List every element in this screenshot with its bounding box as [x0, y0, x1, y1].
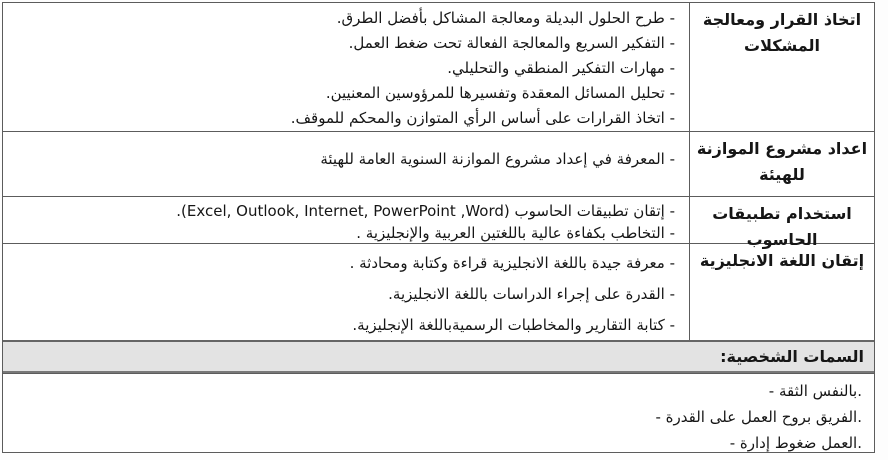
- row-header: إتقان اللغة الانجليزية: [689, 244, 874, 340]
- requirements-rows: [3, 3, 874, 342]
- personal-traits-section: [3, 373, 874, 456]
- requirement-item: - التخاطب بكفاءة عالية باللغتين العربية والإنجليزية .: [356, 224, 675, 242]
- row-items: [3, 197, 689, 243]
- trait-word: القدرة: [665, 408, 705, 426]
- row-items: [3, 132, 689, 196]
- requirement-item: - اتخاذ القرارات على أساس الرأي المتوازن والمحكم للموقف.: [290, 109, 675, 127]
- trait-word: العمل: [740, 408, 777, 426]
- trait-item: - إدارة ضغوط العمل.: [729, 434, 862, 452]
- requirements-table: [2, 2, 875, 453]
- trait-word: بروح: [781, 408, 812, 426]
- row-header: اتخاذ القرار ومعالجة المشكلات: [689, 3, 874, 131]
- requirement-item: - معرفة جيدة باللغة الانجليزية قراءة وكتابة ومحادثة .: [349, 254, 675, 272]
- requirement-item: - المعرفة في إعداد مشروع الموازنة السنوية العامة للهيئة: [320, 150, 675, 168]
- section-header-label: السمات الشخصية:: [720, 347, 864, 366]
- row-header: استخدام تطبيقات الحاسوب: [689, 197, 874, 243]
- trait-word: الفريق: [815, 408, 858, 426]
- requirement-row: [3, 244, 874, 342]
- trait-word: العمل: [821, 434, 858, 452]
- requirement-item: - التفكير السريع والمعالجة الفعالة تحت ضغط العمل.: [348, 34, 675, 52]
- trait-word: على: [709, 408, 737, 426]
- trait-item: - الثقة بالنفس.: [768, 382, 862, 400]
- requirement-item: - القدرة على إجراء الدراسات باللغة الانجليزية.: [388, 285, 675, 303]
- requirement-item: - طرح الحلول البديلة ومعالجة المشاكل بأفضل الطرق.: [336, 9, 675, 27]
- requirement-item: - مهارات التفكير المنطقي والتحليلي.: [447, 59, 675, 77]
- trait-item: - القدرة على العمل بروح الفريق.: [655, 408, 862, 426]
- section-header-bar: [3, 342, 874, 373]
- requirement-item: - كتابة التقارير والمخاطبات الرسميةباللغة الإنجليزية.: [352, 316, 675, 334]
- trait-word: بالنفس: [812, 382, 858, 400]
- requirement-row: [3, 3, 874, 132]
- row-header: اعداد مشروع الموازنة للهيئة: [689, 132, 874, 196]
- row-items: [3, 3, 689, 131]
- trait-word: إدارة: [739, 434, 771, 452]
- row-items: [3, 244, 689, 340]
- trait-word: الثقة: [778, 382, 808, 400]
- requirement-item: - إتقان تطبيقات الحاسوب (Excel, Outlook, Internet, PowerPoint ,Word).: [176, 202, 675, 220]
- trait-word: ضغوط: [774, 434, 817, 452]
- requirement-row: [3, 197, 874, 249]
- requirement-item: - تحليل المسائل المعقدة وتفسيرها للمرؤوسين المعنيين.: [325, 84, 675, 102]
- requirement-row: [3, 132, 874, 197]
